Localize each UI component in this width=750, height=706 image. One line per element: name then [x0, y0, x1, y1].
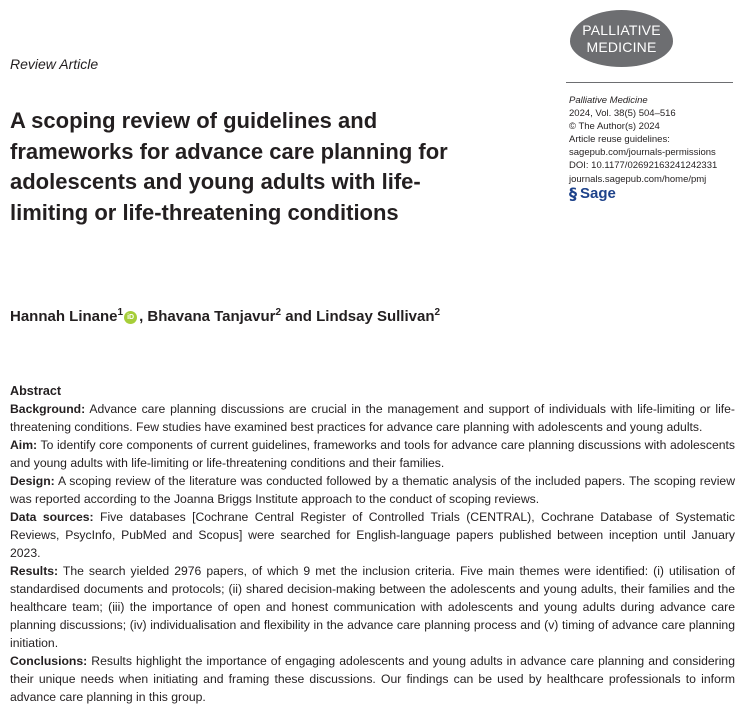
abstract-conclusions — [10, 652, 735, 706]
abstract-design — [10, 472, 735, 508]
author-affiliation: 2 — [434, 307, 441, 318]
author-affiliation: 2 — [275, 307, 282, 318]
doi[interactable]: DOI: 10.1177/02692163241242331 — [569, 160, 718, 172]
section-text: Results highlight the importance of engaging adolescents and young adults in advance care planning and considering their unique needs when initiating and framing these discussions. Our findings can be used by healthcare professionals to inform advance care planning in this group. — [10, 654, 735, 704]
copyright: © The Author(s) 2024 — [569, 121, 660, 133]
journal-name: Palliative Medicine — [569, 95, 648, 106]
article-metadata — [569, 94, 717, 186]
logo-line-2: MEDICINE — [586, 38, 657, 55]
publisher-name: Sage — [580, 185, 616, 202]
author-list — [10, 308, 440, 325]
header-divider — [566, 82, 733, 83]
article-title: A scoping review of guidelines and frameworks for advance care planning for adolescents and young adults with life-limiting or life-threatening conditions — [10, 108, 448, 225]
section-label: Data sources: — [10, 510, 94, 524]
journal-link[interactable]: journals.sagepub.com/home/pmj — [569, 173, 707, 185]
section-label: Results: — [10, 564, 59, 578]
reuse-label: Article reuse guidelines: — [569, 134, 670, 146]
section-label: Background: — [10, 402, 86, 416]
section-text: A scoping review of the literature was conducted followed by a thematic analysis of the included papers. The scoping review was reported according to the Joanna Briggs Institute approach to the conduct of scoping reviews. — [10, 474, 735, 506]
abstract-aim — [10, 436, 735, 472]
orcid-icon[interactable]: iD — [124, 311, 137, 324]
section-text: The search yielded 2976 papers, of which 9 met the inclusion criteria. Five main themes were identified: (i) utilisation of standardised documents and protocols; (ii) shared decision-making between the adolescents and young adults, their families and the healthcare team; (iii) the importance of open and honest communication with adolescents and young adults during advance care planning discussions; (iv) individualisation and flexibility in the advance care planning process and (v) timing of advance care planning initiation. — [10, 564, 735, 650]
author-separator: and — [281, 308, 317, 325]
reuse-link[interactable]: sagepub.com/journals-permissions — [569, 147, 716, 159]
author-name: Hannah Linane — [10, 308, 118, 325]
article-type: Review Article — [10, 56, 99, 72]
section-label: Aim: — [10, 438, 38, 452]
author-separator: , — [139, 308, 148, 325]
logo-line-1: PALLIATIVE — [582, 21, 661, 38]
author-name: Bhavana Tanjavur — [147, 308, 276, 325]
author-affiliation: 1 — [117, 307, 124, 318]
abstract-results — [10, 562, 735, 652]
publisher-logo — [569, 184, 616, 203]
section-label: Conclusions: — [10, 654, 88, 668]
abstract-background — [10, 400, 735, 436]
author-name: Lindsay Sullivan — [316, 308, 435, 325]
abstract — [10, 382, 735, 706]
abstract-heading: Abstract — [10, 384, 62, 398]
section-label: Design: — [10, 474, 55, 488]
section-text: Advance care planning discussions are crucial in the management and support of individuals with life-limiting or life-threatening conditions. Few studies have examined best practices for advance care planning with adolescents and young adults. — [10, 402, 735, 434]
abstract-data-sources — [10, 508, 735, 562]
section-text: To identify core components of current guidelines, frameworks and tools for advance care planning discussions with adolescents and young adults with life-limiting or life-threatening conditions and their families. — [10, 438, 735, 470]
journal-logo — [570, 10, 673, 67]
volume-info: 2024, Vol. 38(5) 504–516 — [569, 108, 676, 120]
sage-s-icon: § — [569, 184, 577, 203]
section-text: Five databases [Cochrane Central Register of Controlled Trials (CENTRAL), Cochrane Database of Systematic Reviews, PsycInfo, PubMed and Scopus] were searched for English-language papers published between inception until January 2023. — [10, 510, 735, 560]
